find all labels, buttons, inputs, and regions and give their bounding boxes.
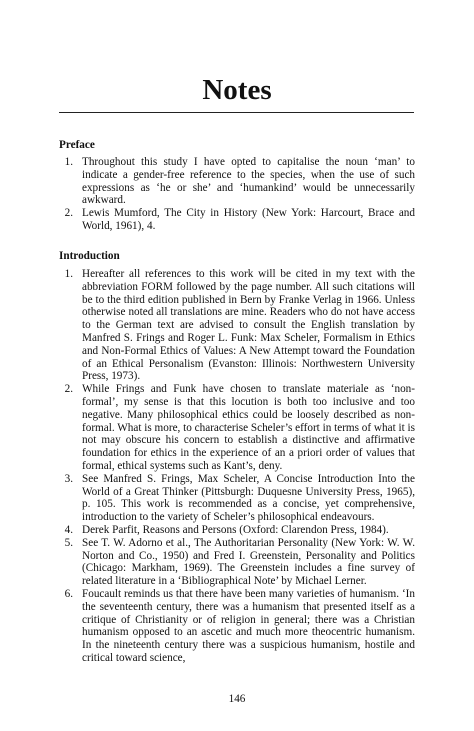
note-number: 1. <box>64 268 73 280</box>
section-heading-introduction: Introduction <box>59 250 120 262</box>
note-text: See Manfred S. Frings, Max Scheler, A Concise Introduction Into the World of a Great Thinker (Pittsburgh: Duquesne University Press, 1965), p. 105. This work is recommended as a concise, yet comprehensive, introduction to the variety of Scheler’s philosophical endeavours. <box>82 472 415 524</box>
note-text: Hereafter all references to this work will be cited in my text with the abbreviation FORM followed by the page number. All such citations will be to the third edition published in Bern by Franke Verlag in 1966. Unless otherwise noted all translations are mine. Readers who do not have access to the German text are advised to consult the English translation by Manfred S. Frings and Roger L. Funk: Max Scheler, Formalism in Ethics and Non-Formal Ethics of Values: A New Attempt toward the Foundation of an Ethical Personalism (Evanston: Illinois: Northwestern University Press, 1973). <box>82 268 415 383</box>
note-number: 6. <box>64 587 73 600</box>
note-number: 1. <box>64 156 73 168</box>
note-text: See T. W. Adorno et al., The Authoritarian Personality (New York: W. W. Norton and Co., 1950) and Fred I. Greenstein, Personality and Politics (Chicago: Markham, 1969). The Greenstein includes a fine survey of related literature in a ‘Bibliographical Note’ by Michael Lerner. <box>82 536 415 588</box>
title-rule <box>59 112 414 113</box>
note-number: 5. <box>64 536 73 549</box>
note-number: 2. <box>64 383 73 396</box>
preface-note-2 <box>59 207 415 233</box>
page-title: Notes <box>202 74 272 106</box>
note-number: 3. <box>64 472 73 485</box>
introduction-notes-list <box>59 268 415 665</box>
note-text: Throughout this study I have opted to capitalise the noun ‘man’ to indicate a gender-free reference to the species, when the use of such expressions as ‘he or she’ and ‘humankind’ would be unnecessarily awkward. <box>82 156 415 207</box>
introduction-note-1 <box>59 268 415 383</box>
introduction-note-6 <box>59 588 415 665</box>
section-heading-preface: Preface <box>59 139 95 151</box>
introduction-note-2 <box>59 383 415 473</box>
preface-note-1 <box>59 156 415 207</box>
note-number: 4. <box>64 523 73 536</box>
note-text: While Frings and Funk have chosen to translate materiale as ‘non-formal’, my sense is that this locution is both too inclusive and too negative. Many philosophical ethics could be loosely described as non-formal. What is more, to characterise Scheler’s effort in terms of what it is not may obscure his concern to establish a distinctive and affirmative foundation for ethics in the experience of an a priori order of values that formal, ethical systems such as Kant’s, deny. <box>82 383 415 472</box>
introduction-note-3 <box>59 473 415 524</box>
note-text: Lewis Mumford, The City in History (New York: Harcourt, Brace and World, 1961), 4. <box>82 207 415 232</box>
introduction-note-4 <box>59 524 415 537</box>
preface-notes-list <box>59 156 415 233</box>
note-text: Derek Parfit, Reasons and Persons (Oxford: Clarendon Press, 1984). <box>82 523 389 536</box>
introduction-note-5 <box>59 537 415 588</box>
note-number: 2. <box>64 207 73 220</box>
page-number: 146 <box>228 693 246 705</box>
note-text: Foucault reminds us that there have been many varieties of humanism. ‘In the seventeenth century, there was a humanism that presented itself as a critique of Christianity or of religion in general; there was a Christian humanism opposed to an ascetic and much more theocentric humanism. In the nineteenth century there was a suspicious humanism, hostile and critical toward science, <box>82 587 415 664</box>
